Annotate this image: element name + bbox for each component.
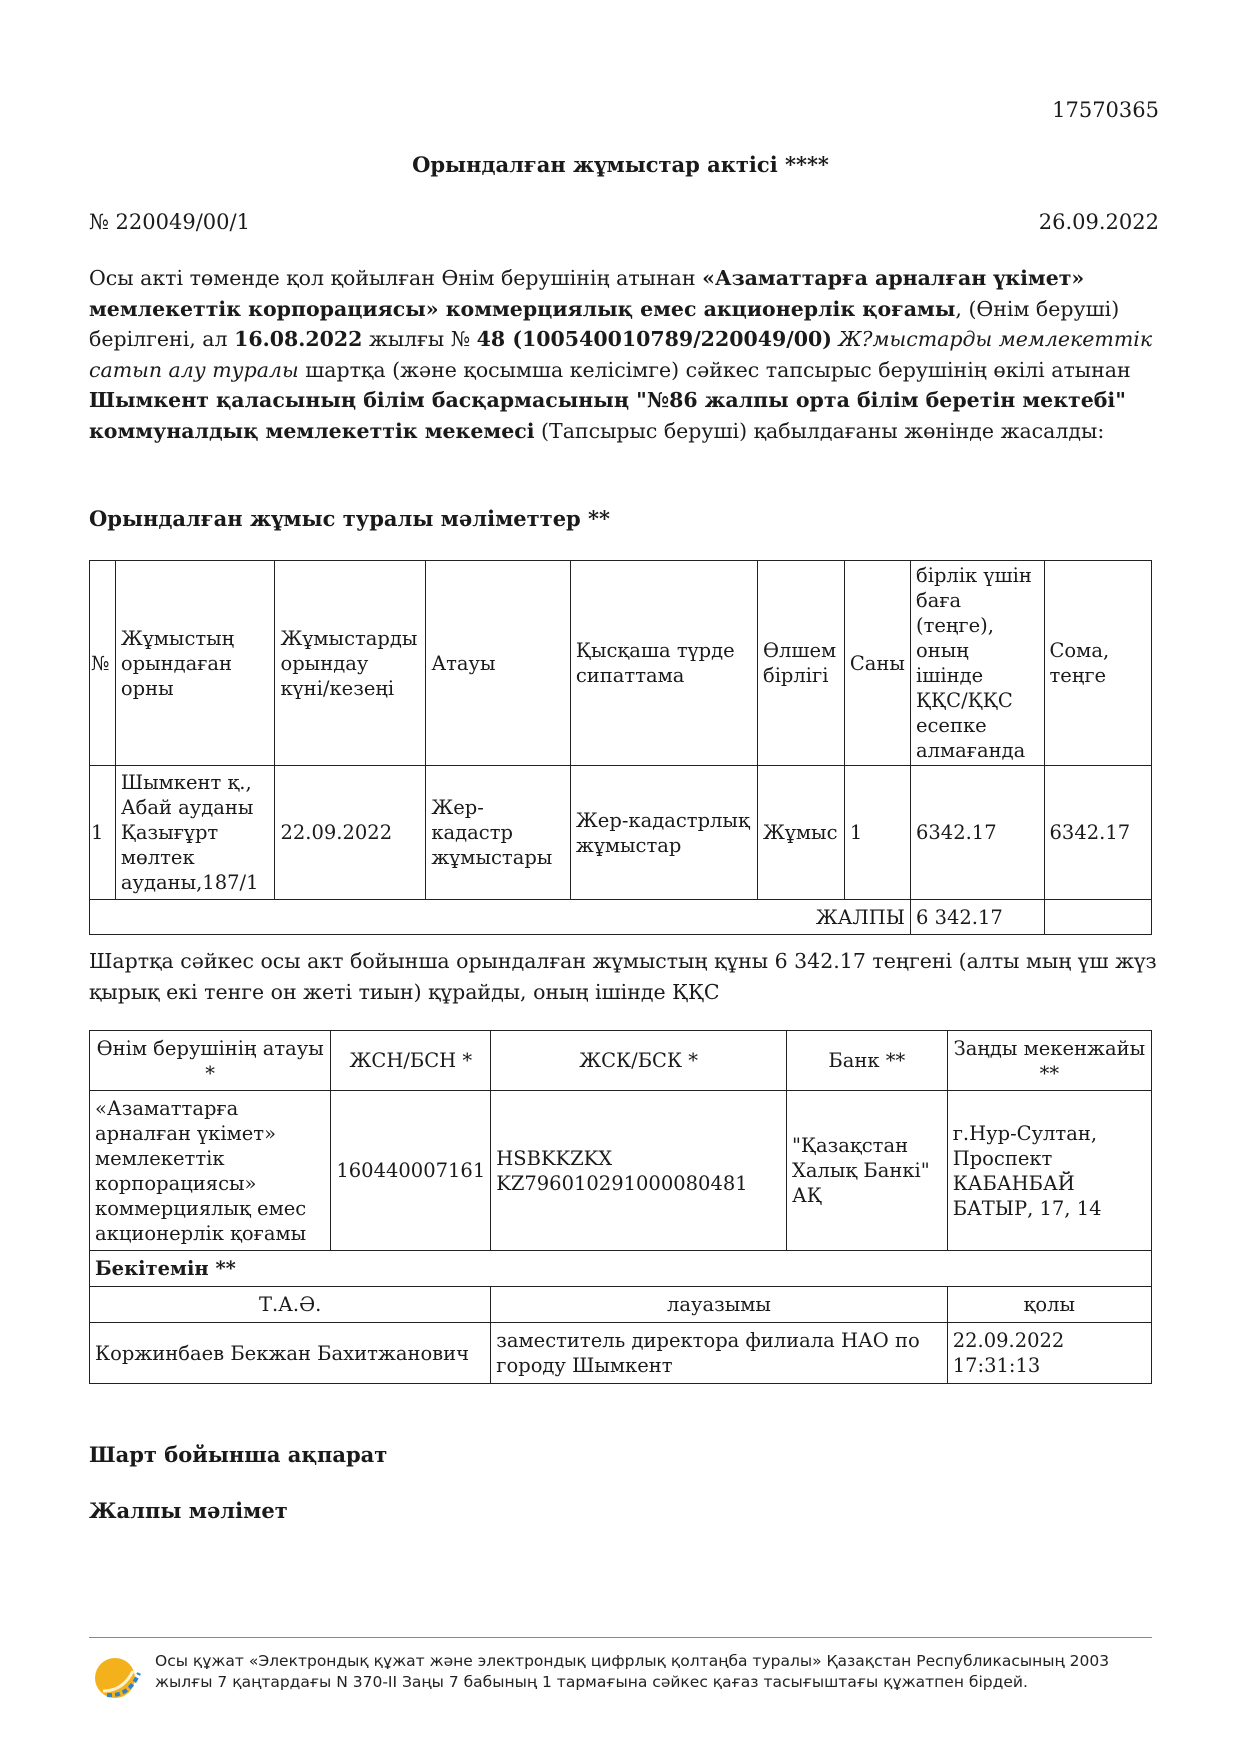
act-date: 26.09.2022 bbox=[1038, 210, 1159, 234]
table-row bbox=[90, 766, 1152, 900]
address-cell: г.Нур-Султан, Проспект КАБАНБАЙ БАТЫР, 17, 14 bbox=[947, 1091, 1151, 1251]
table-cell: 1 bbox=[90, 766, 116, 900]
contract-info-heading: Шарт бойынша ақпарат bbox=[89, 1442, 388, 1467]
signature-header-row bbox=[90, 1287, 1152, 1323]
header-cell: Саны bbox=[844, 561, 910, 766]
header-cell: Жұмыстарды орындау күні/кезеңі bbox=[275, 561, 426, 766]
header-cell: № bbox=[90, 561, 116, 766]
intro-text: , (Өнім беруші) берілгені, ал bbox=[89, 296, 1120, 351]
contract-subject: Ж?мыстарды мемлекеттік сатып алу туралы bbox=[89, 327, 1153, 382]
table-cell: 1 bbox=[844, 766, 910, 900]
header-cell: бірлік үшін баға (теңге), оның ішінде ҚҚС/ҚҚС есепке алмағанда bbox=[910, 561, 1044, 766]
iban-cell: HSBKKZKX KZ796010291000080481 bbox=[491, 1091, 787, 1251]
total-value: 6 342.17 bbox=[910, 900, 1044, 935]
header-cell: Қысқаша түрде сипаттама bbox=[570, 561, 757, 766]
header-cell: Сома, теңге bbox=[1044, 561, 1152, 766]
table-header-row bbox=[90, 561, 1152, 766]
egov-logo-icon bbox=[93, 1651, 143, 1701]
header-cell: лауазымы bbox=[491, 1287, 947, 1323]
header-cell: Өнім берушінің атауы * bbox=[90, 1031, 331, 1091]
header-cell: Өлшем бірлігі bbox=[757, 561, 844, 766]
header-cell: Жұмыстың орындаған орны bbox=[115, 561, 275, 766]
header-cell: қолы bbox=[947, 1287, 1151, 1323]
signer-position: заместитель директора филиала НАО по городу Шымкент bbox=[491, 1323, 947, 1384]
footer-legal-note: Осы құжат «Электрондық құжат және электрондық цифрлық қолтаңба туралы» Қазақстан Республикасының 2003 жылғы 7 қаңтардағы N 370-II Заңы 7 бабының 1 тармағына сәйкес қағаз тасығыштағы құжатпен бірдей. bbox=[155, 1652, 1110, 1691]
footer-divider bbox=[89, 1637, 1152, 1638]
intro-text: Осы акті төменде қол қойылған Өнім берушінің атынан bbox=[89, 266, 703, 290]
signature-row bbox=[90, 1323, 1152, 1384]
table-cell: Жұмыс bbox=[757, 766, 844, 900]
contract-number: 48 (100540010789/220049/00) bbox=[476, 327, 832, 351]
sum-paragraph: Шартқа сәйкес осы акт бойынша орындалған жұмыстың құны 6 342.17 теңгені (алты мың үш жүз қырық екі тенге он жеті тиын) құрайды, оның ішінде ҚҚС bbox=[89, 949, 1157, 1004]
supplier-name-cell: «Азаматтарға арналған үкімет» мемлекеттік корпорациясы» коммерциялық емес акционерлік қоғамы bbox=[90, 1091, 331, 1251]
header-cell: Заңды мекенжайы ** bbox=[947, 1031, 1151, 1091]
bank-cell: "Қазақстан Халық Банкі" АҚ bbox=[786, 1091, 947, 1251]
table-cell: Жер-кадастр жұмыстары bbox=[426, 766, 571, 900]
intro-paragraph bbox=[89, 263, 1159, 446]
header-cell: ЖСН/БСН * bbox=[331, 1031, 491, 1091]
intro-text: жылғы № bbox=[362, 327, 477, 351]
contract-date: 16.08.2022 bbox=[234, 327, 363, 351]
document-id: 17570365 bbox=[1052, 98, 1159, 122]
general-info-heading: Жалпы мәлімет bbox=[89, 1498, 288, 1523]
header-cell: Т.А.Ә. bbox=[90, 1287, 491, 1323]
approved-label: Бекітемін ** bbox=[90, 1251, 1152, 1287]
work-table bbox=[89, 560, 1152, 935]
total-label: ЖАЛПЫ bbox=[90, 900, 911, 935]
approved-row bbox=[90, 1251, 1152, 1287]
signer-name: Коржинбаев Бекжан Бахитжанович bbox=[90, 1323, 491, 1384]
supplier-name: «Азаматтарға арналған үкімет» мемлекеттік корпорациясы» коммерциялық емес акционерлік қоғамы bbox=[89, 266, 1085, 321]
signature-timestamp: 22.09.2022 17:31:13 bbox=[947, 1323, 1151, 1384]
table-cell: Жер-кадастрлық жұмыстар bbox=[570, 766, 757, 900]
intro-text: шартқа (және қосымша келісімге) сәйкес тапсырыс берушінің өкілі атынан bbox=[298, 357, 1131, 382]
table-cell bbox=[1044, 900, 1152, 935]
table-cell: 6342.17 bbox=[1044, 766, 1152, 900]
work-section-title: Орындалған жұмыс туралы мәліметтер ** bbox=[89, 506, 611, 531]
page-title: Орындалған жұмыстар актісі **** bbox=[412, 152, 829, 177]
act-number: № 220049/00/1 bbox=[89, 210, 250, 234]
table-cell: 6342.17 bbox=[910, 766, 1044, 900]
table-cell: 22.09.2022 bbox=[275, 766, 426, 900]
supplier-table bbox=[89, 1030, 1152, 1384]
customer-name: Шымкент қаласының білім басқармасының "№86 жалпы орта білім беретін мектебі" коммуналдық мемлекеттік мекемесі bbox=[89, 388, 1126, 443]
table-cell: Шымкент қ., Абай ауданы Қазығұрт мөлтек ауданы,187/1 bbox=[115, 766, 275, 900]
table-row bbox=[90, 1091, 1152, 1251]
table-header-row bbox=[90, 1031, 1152, 1091]
header-cell: Атауы bbox=[426, 561, 571, 766]
bin-cell: 160440007161 bbox=[331, 1091, 491, 1251]
header-cell: ЖСК/БСК * bbox=[491, 1031, 787, 1091]
header-cell: Банк ** bbox=[786, 1031, 947, 1091]
intro-text: (Тапсырыс беруші) қабылдағаны жөнінде жасалды: bbox=[534, 418, 1105, 443]
total-row bbox=[90, 900, 1152, 935]
